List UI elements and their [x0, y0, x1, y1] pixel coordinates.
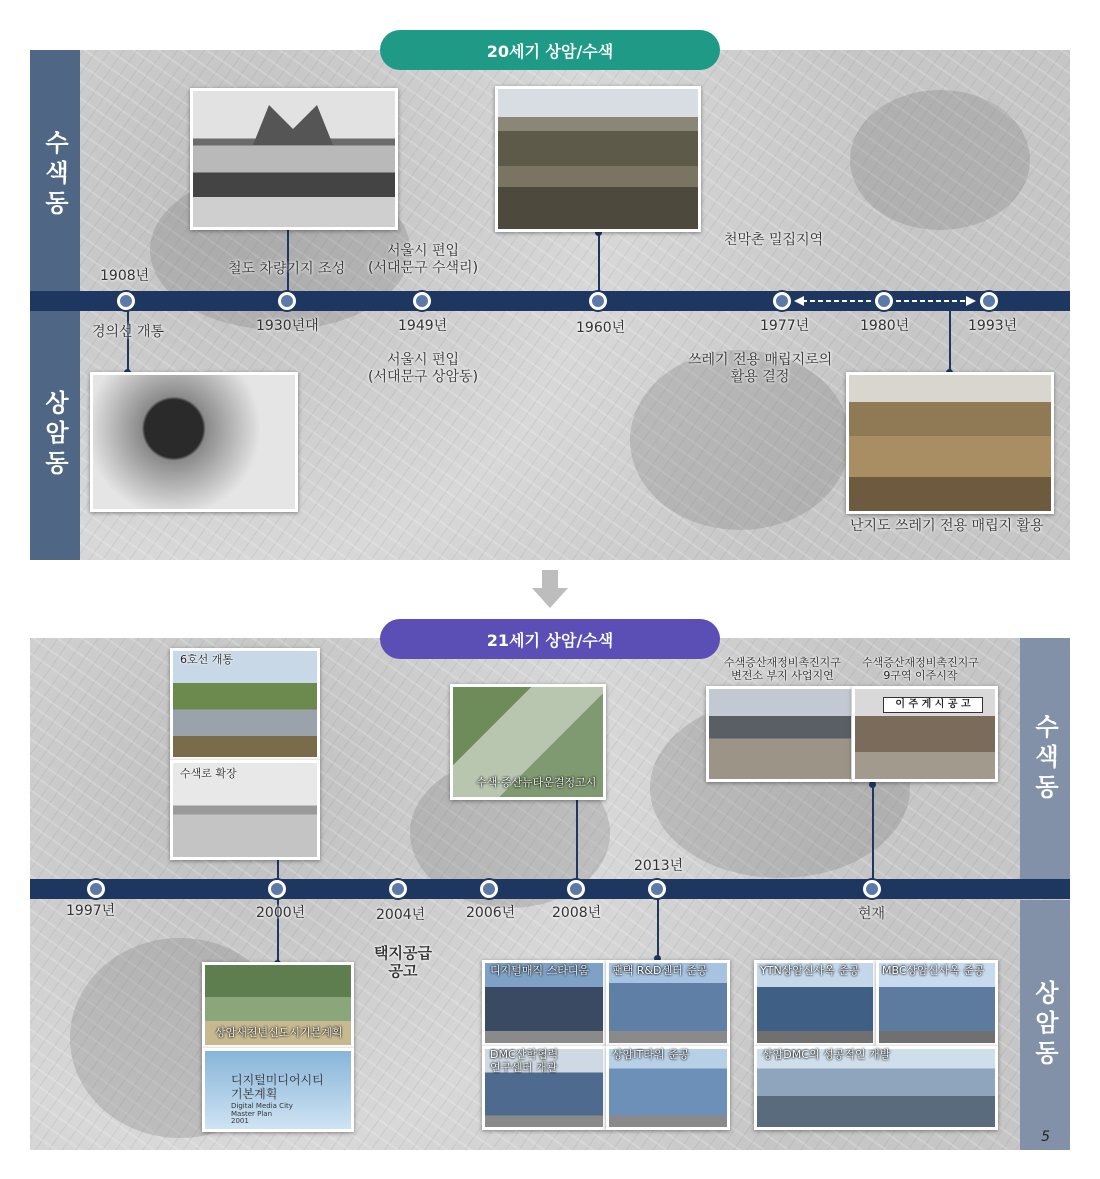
- caption-pantech-center: 팬택 R&D센터 준공: [612, 964, 708, 977]
- event-landfill-decision: 쓰레기 전용 매립지로의 활용 결정: [688, 352, 833, 385]
- timeline-dot-1997: [87, 880, 105, 898]
- photo-steam-locomotive: [90, 372, 298, 512]
- caption-sangam-it-tower: 상암IT타워 준공: [612, 1048, 690, 1061]
- event-land-supply-notice: 택지공급 공고: [374, 944, 432, 980]
- caption-ytn-building: YTN상암신사옥 준공: [760, 964, 860, 977]
- caption-new-millennium-plan: 상암새천년신도시기본계획: [215, 1026, 343, 1039]
- year-1908: 1908년: [100, 268, 150, 284]
- caption-susaek-road: 수색로 확장: [180, 767, 237, 780]
- connector-line: [872, 784, 874, 881]
- caption-mbc-building: MBC상암신사옥 준공: [882, 964, 985, 977]
- connector-line: [277, 860, 279, 881]
- side-label-susaek: 수색동: [30, 50, 80, 300]
- connector-line: [949, 300, 951, 373]
- connector-line: [657, 898, 659, 958]
- caption-newtown: 수색·증산뉴타운결정고시: [476, 776, 597, 789]
- photo-tent-village: [495, 86, 701, 232]
- timeline-dot-1949: [413, 292, 431, 310]
- timeline-dot-1977: [773, 292, 791, 310]
- side-label-sangam: 상암동: [1020, 900, 1070, 1150]
- year-2013: 2013년: [634, 858, 684, 874]
- photo-dmc-master-plan: [202, 1048, 354, 1132]
- event-rail-depot: 철도 차량기지 조성: [228, 261, 346, 277]
- dmc-plan-cover-title: 디지털미디어시티 기본계획: [231, 1073, 324, 1102]
- timeline-dot-2004: [389, 880, 407, 898]
- photo-nanjido-landfill: [846, 372, 1054, 514]
- timeline-dot-2008: [567, 880, 585, 898]
- timeline-dot-1993: [980, 292, 998, 310]
- notice-board: 이 주 게 시 공 고: [883, 697, 983, 713]
- year-2006: 2006년: [466, 905, 516, 921]
- caption-substation-site: 수색증산재정비촉진지구 변전소 부지 사업지연: [724, 656, 841, 683]
- side-label-sangam: 상암동: [30, 310, 80, 560]
- year-1930s: 1930년대: [256, 318, 319, 334]
- caption-dmc-development: 상암DMC의 성공적인 개발: [762, 1048, 891, 1061]
- timeline-bar-21st: [30, 879, 1070, 899]
- timeline-dot-2013: [648, 880, 666, 898]
- dmc-plan-cover-subtitle: Digital Media City Master Plan 2001: [231, 1102, 293, 1126]
- period-arrow: [790, 294, 980, 308]
- timeline-dot-2006: [480, 880, 498, 898]
- connector-line: [576, 798, 578, 881]
- event-seoul-incorporation-sangam: 서울시 편입 (서대문구 상암동): [368, 352, 479, 385]
- year-1977: 1977년: [760, 318, 810, 334]
- timeline-dot-1930: [278, 292, 296, 310]
- year-1949: 1949년: [398, 318, 448, 334]
- caption-dmc-research-center: DMC산학협력 연구센터 개관: [490, 1048, 559, 1075]
- map-texture: [850, 90, 1030, 230]
- year-1980: 1980년: [860, 318, 910, 334]
- photo-substation-site: [706, 686, 854, 782]
- year-1997: 1997년: [66, 903, 116, 919]
- connector-line: [127, 310, 129, 373]
- year-2004: 2004년: [376, 907, 426, 923]
- event-gyeongui-line: 경의선 개통: [92, 324, 165, 340]
- year-1960: 1960년: [576, 320, 626, 336]
- timeline-dot-present: [863, 880, 881, 898]
- year-2000: 2000년: [256, 905, 306, 921]
- event-seoul-incorporation-susaek: 서울시 편입 (서대문구 수색리): [368, 243, 479, 276]
- section-header-20th: 20세기 상암/수색: [380, 30, 720, 70]
- timeline-dot-1908: [117, 292, 135, 310]
- photo-relocation-notice: [852, 686, 998, 782]
- connector-dot: [869, 781, 876, 788]
- caption-relocation: 수색증산재정비촉진지구 9구역 이주시작: [862, 656, 979, 683]
- arrow-down-icon: [530, 570, 570, 610]
- connector-line: [598, 232, 600, 293]
- side-label-susaek: 수색동: [1020, 638, 1070, 880]
- year-1993: 1993년: [968, 318, 1018, 334]
- event-nanjido-landfill: 난지도 쓰레기 전용 매립지 활용: [850, 518, 1044, 534]
- timeline-dot-2000: [268, 880, 286, 898]
- caption-line6: 6호선 개통: [180, 653, 233, 666]
- photo-rail-depot: [190, 88, 398, 230]
- year-2008: 2008년: [552, 905, 602, 921]
- section-header-21st: 21세기 상암/수색: [380, 619, 720, 659]
- timeline-dot-1960: [589, 292, 607, 310]
- year-present: 현재: [858, 906, 886, 922]
- caption-digital-magic-stadium: 디지털매직 스타디움: [490, 964, 590, 977]
- page-number: 5: [1041, 1129, 1050, 1145]
- event-tent-village: 천막촌 밀집지역: [724, 232, 824, 248]
